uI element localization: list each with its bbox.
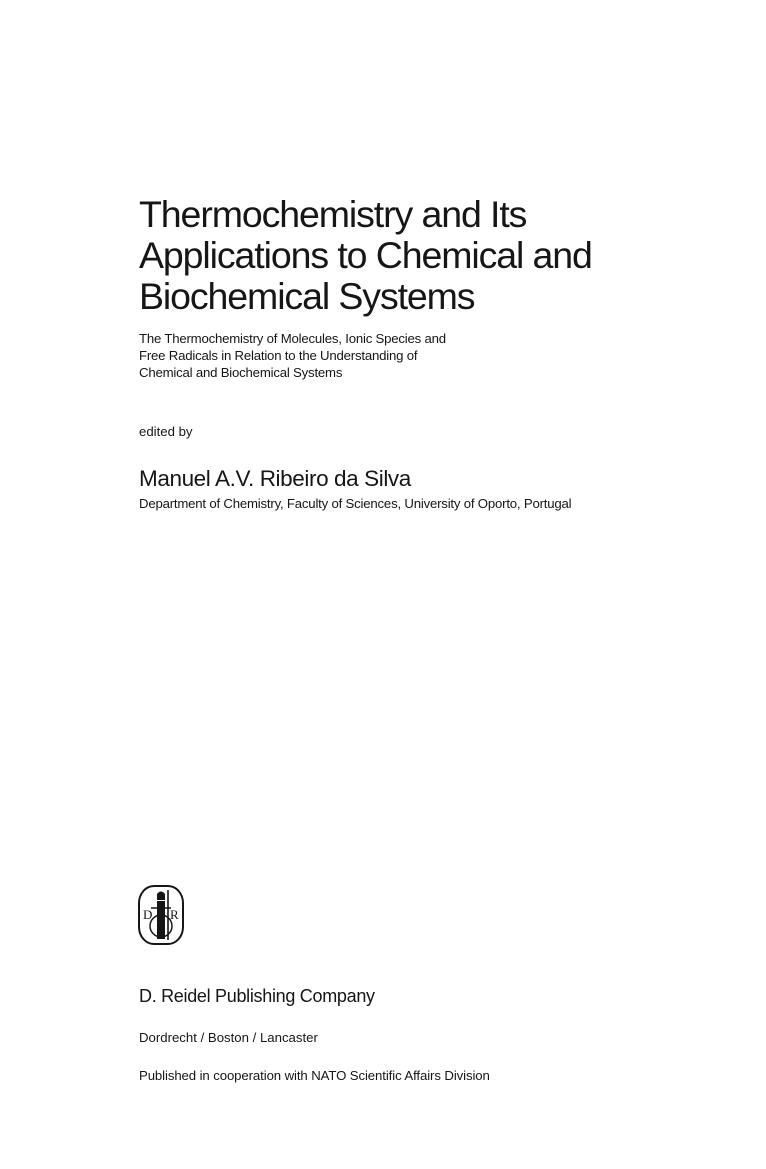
book-subtitle bbox=[139, 330, 446, 381]
editor-name: Manuel A.V. Ribeiro da Silva bbox=[139, 466, 411, 491]
publisher-cities: Dordrecht / Boston / Lancaster bbox=[139, 1030, 318, 1045]
title-line: Biochemical Systems bbox=[139, 275, 475, 317]
logo-letter-r: R bbox=[170, 907, 179, 922]
title-line: Thermochemistry and Its bbox=[139, 193, 527, 235]
subtitle-line: The Thermochemistry of Molecules, Ionic Species and bbox=[139, 331, 446, 346]
subtitle-line: Free Radicals in Relation to the Understanding of bbox=[139, 348, 418, 363]
book-title bbox=[139, 194, 592, 317]
cooperation-note: Published in cooperation with NATO Scientific Affairs Division bbox=[139, 1068, 490, 1083]
title-line: Applications to Chemical and bbox=[139, 234, 592, 276]
publisher-name: D. Reidel Publishing Company bbox=[139, 986, 375, 1006]
editor-affiliation: Department of Chemistry, Faculty of Sciences, University of Oporto, Portugal bbox=[139, 496, 572, 511]
logo-letter-d: D bbox=[143, 907, 153, 922]
edited-by-label: edited by bbox=[139, 424, 193, 439]
publisher-logo-icon bbox=[137, 884, 185, 946]
subtitle-line: Chemical and Biochemical Systems bbox=[139, 365, 343, 380]
